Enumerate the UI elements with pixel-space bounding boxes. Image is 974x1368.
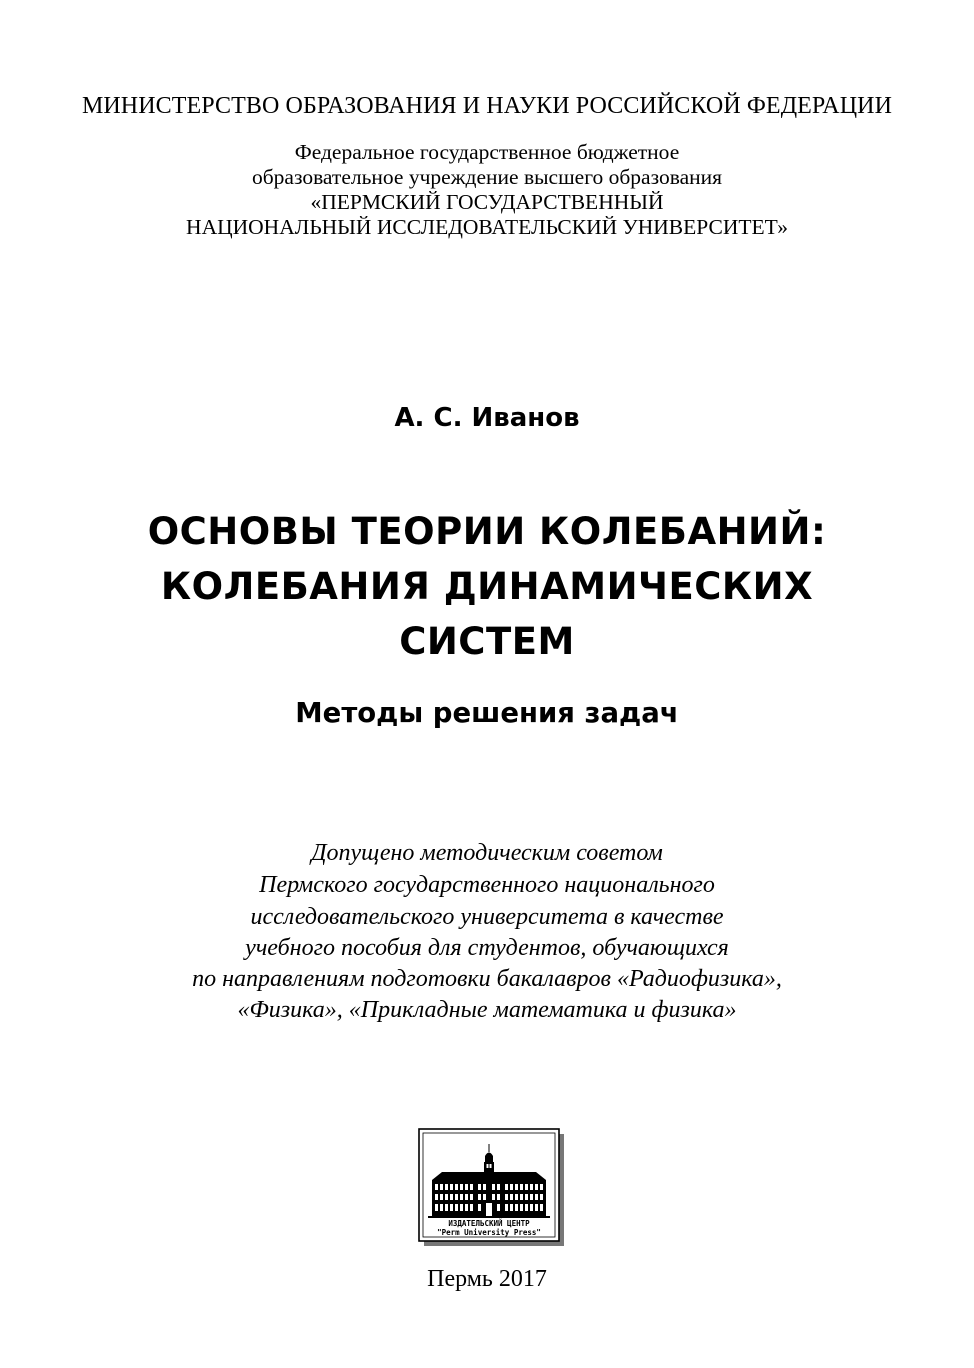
- institution-line-3: «ПЕРМСКИЙ ГОСУДАРСТВЕННЫЙ: [310, 190, 664, 214]
- publisher-logo: [418, 1128, 568, 1250]
- ministry-heading: МИНИСТЕРСТВО ОБРАЗОВАНИЯ И НАУКИ РОССИЙСКОЙ ФЕДЕРАЦИИ: [81, 93, 893, 119]
- approval-line-1: Допущено методическим советом: [311, 840, 663, 866]
- publisher-name: [418, 1219, 560, 1237]
- institution-line-1: Федеральное государственное бюджетное: [294, 140, 680, 164]
- imprint-city-year: Пермь 2017: [427, 1266, 547, 1292]
- approval-line-5: по направлениям подготовки бакалавров «Радиофизика»,: [192, 966, 782, 992]
- approval-line-4: учебного пособия для студентов, обучающихся: [245, 935, 729, 961]
- publisher-name-line-2: "Perm University Press": [437, 1228, 541, 1237]
- institution-line-4: НАЦИОНАЛЬНЫЙ ИССЛЕДОВАТЕЛЬСКИЙ УНИВЕРСИТЕТ»: [186, 215, 788, 239]
- institution-line-2: образовательное учреждение высшего образования: [251, 165, 723, 189]
- approval-line-3: исследовательского университета в качестве: [250, 904, 724, 930]
- author-name: А. С. Иванов: [394, 403, 580, 433]
- book-title-line-2: КОЛЕБАНИЯ ДИНАМИЧЕСКИХ: [160, 565, 814, 608]
- book-title-line-3: СИСТЕМ: [399, 620, 575, 663]
- publisher-name-line-1: ИЗДАТЕЛЬСКИЙ ЦЕНТР: [448, 1219, 530, 1228]
- book-subtitle: Методы решения задач: [295, 697, 679, 729]
- book-title-line-1: ОСНОВЫ ТЕОРИИ КОЛЕБАНИЙ:: [147, 510, 827, 553]
- approval-line-6: «Физика», «Прикладные математика и физика»: [237, 997, 737, 1023]
- approval-line-2: Пермского государственного национального: [259, 872, 715, 898]
